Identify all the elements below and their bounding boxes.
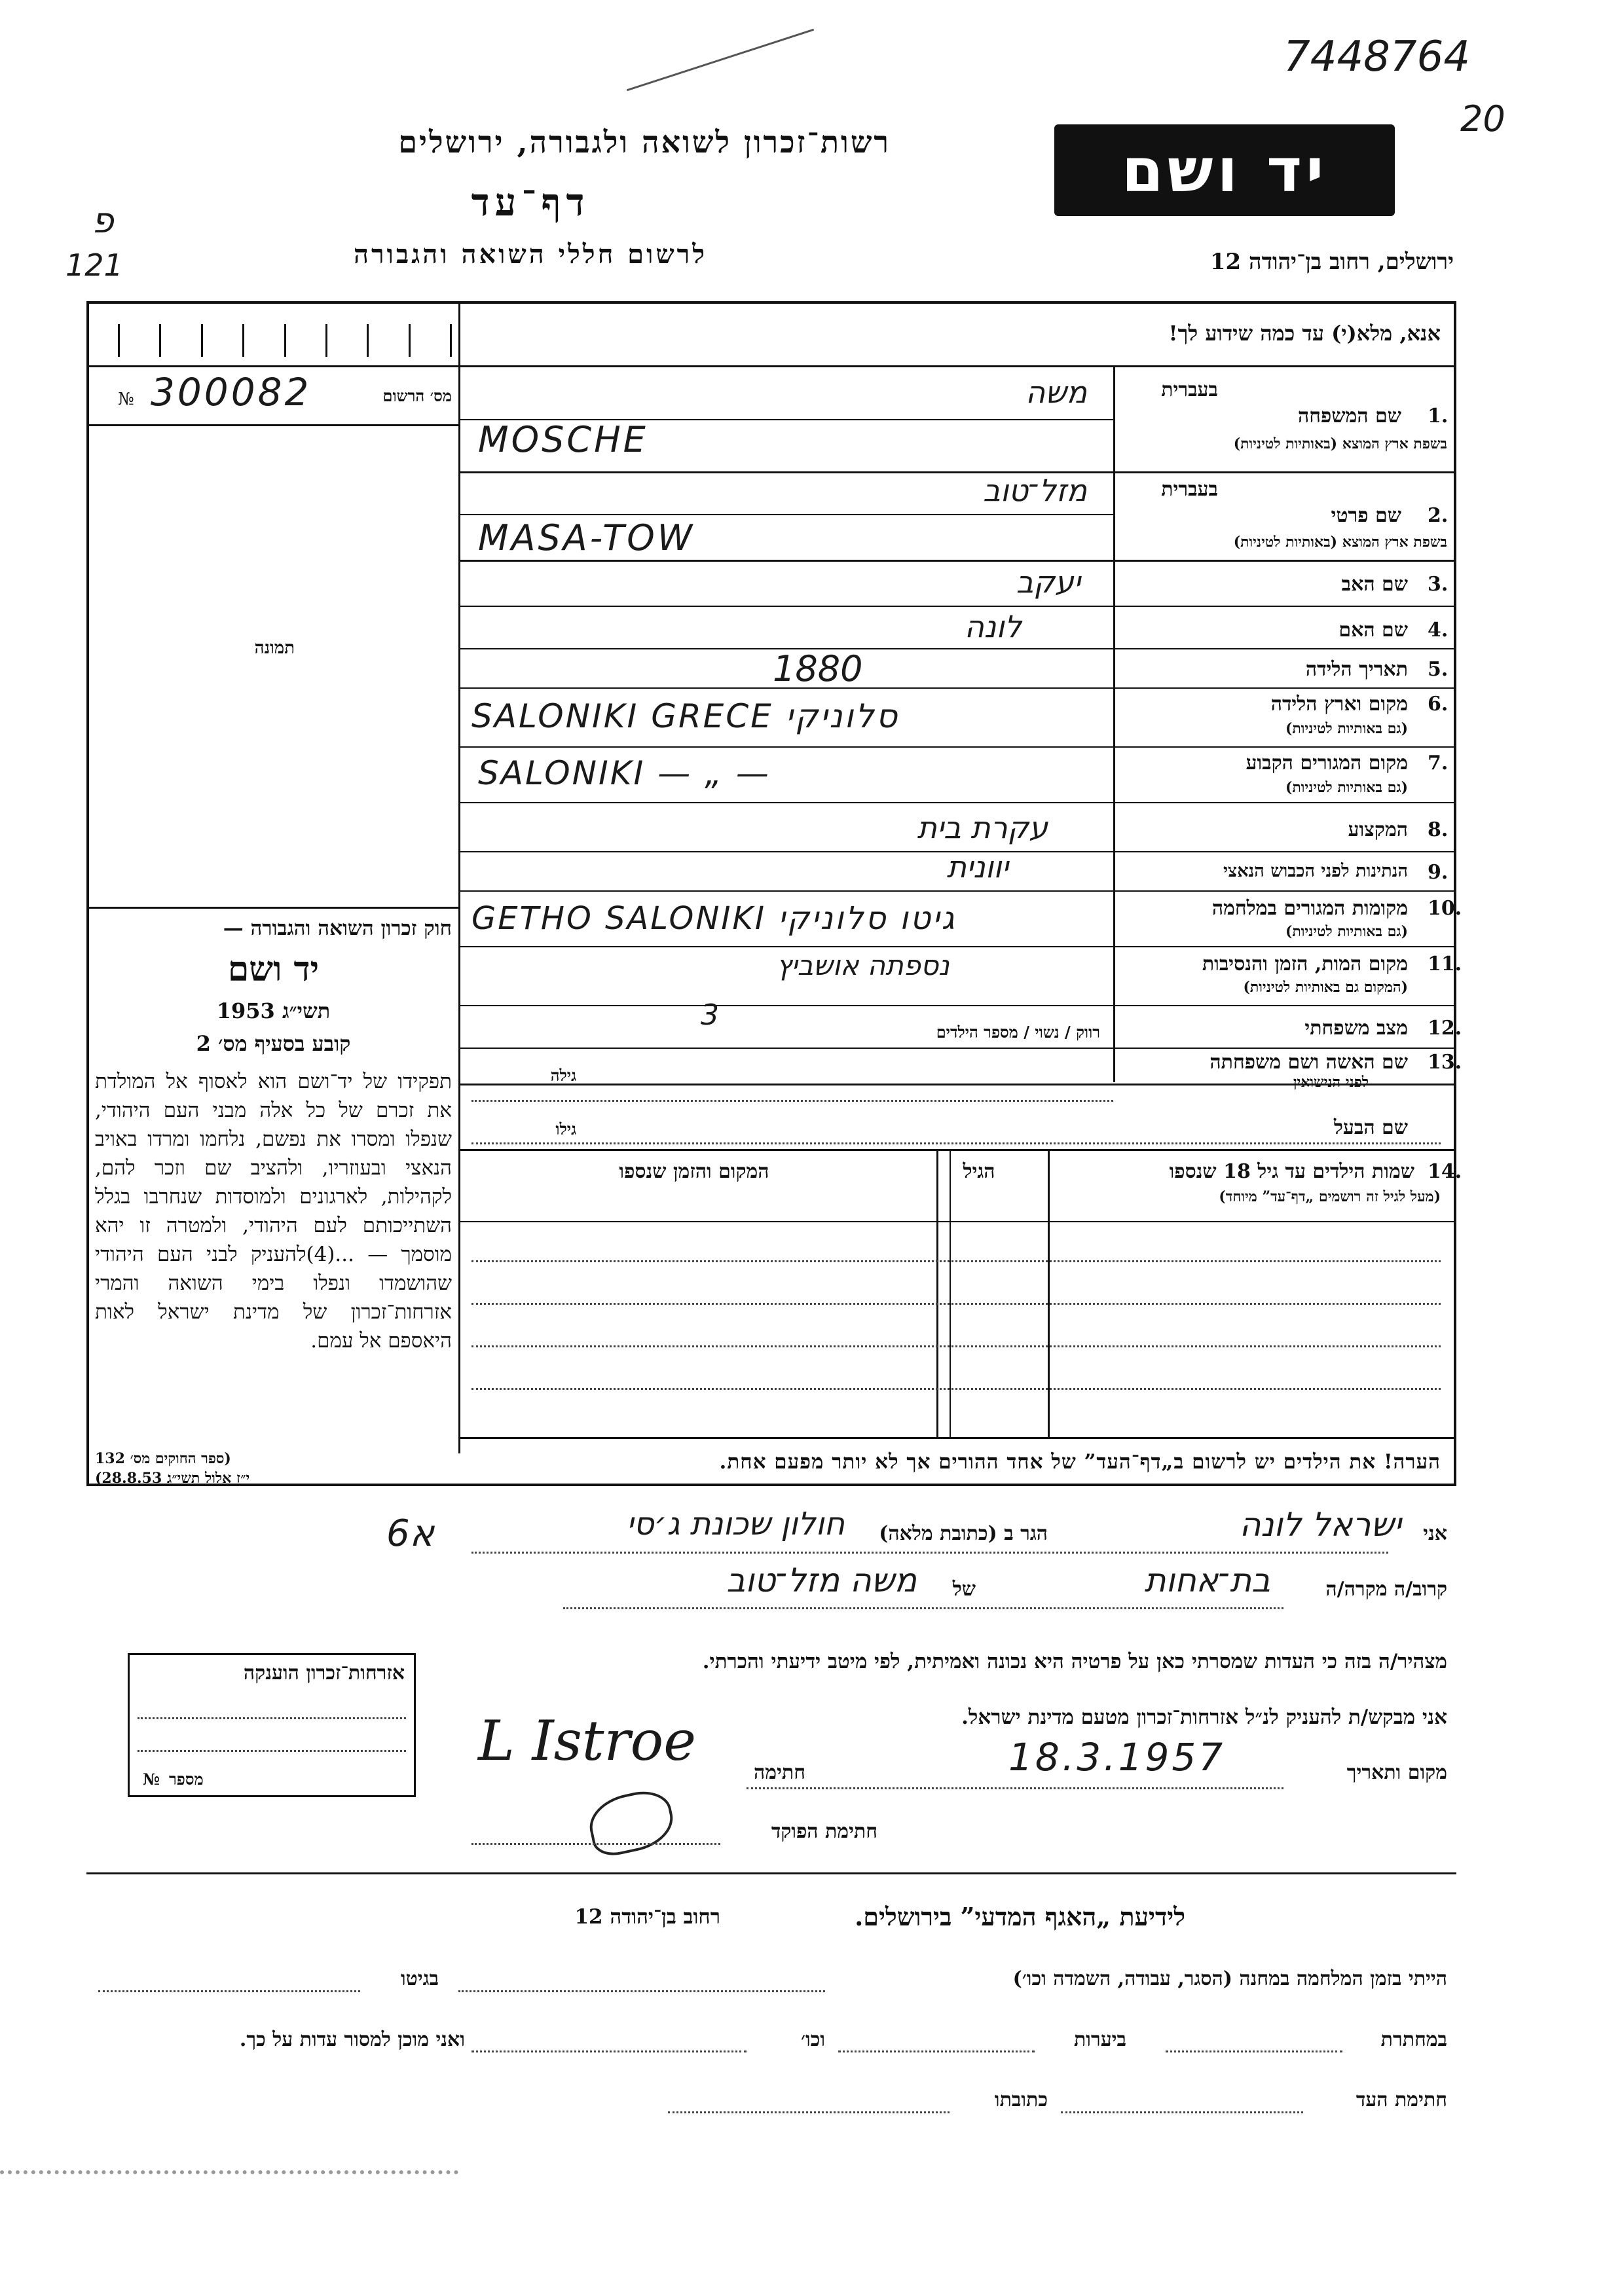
field-11-num: 11. (1428, 953, 1462, 975)
field-10-sub: (גם באותיות לטיניות) (1285, 923, 1408, 940)
declarant-relation[interactable]: בת־אחות (1144, 1561, 1270, 1599)
law-year: תשי״ג 1953 (216, 998, 331, 1023)
field-1-lang-latin: בשפת ארץ המוצא (באותיות לטיניות) (1233, 435, 1447, 452)
archive-number: 7448764 (1283, 33, 1471, 81)
registration-prefix: № (118, 390, 134, 409)
declaration-request: אני מבקש/ת להעניק לנ״ל אזרחות־זכרון מטעם מדינת ישראל. (961, 1705, 1447, 1729)
husband-age-label: גילו (555, 1120, 576, 1139)
field-4-value[interactable]: לונה (964, 609, 1022, 644)
field-7-num: 7. (1428, 752, 1449, 774)
field-12-label: מצב משפחתי (1304, 1017, 1408, 1040)
field-6-value[interactable]: SALONIKI GRECE סלוניקי (471, 697, 900, 735)
children-col-place: המקום והזמן שנספו (619, 1160, 769, 1183)
declaration-statement: מצהיר/ה בזה כי העדות שמסרתי כאן על פרטיה היא נכונה ואמיתית, לפי מיטב ידיעתי והכרתי. (702, 1650, 1447, 1673)
field-6-label: מקום וארץ הלידה (1270, 693, 1408, 716)
declaration-shel: של (952, 1578, 976, 1601)
field-12-num: 12. (1428, 1017, 1462, 1040)
signature-label: חתימה (754, 1761, 805, 1784)
declaration-margin-note: א6 (386, 1512, 435, 1555)
field-11-sub: (המקום גם באותיות לטיניות) (1243, 979, 1408, 996)
field-4-num: 4. (1428, 619, 1449, 642)
law-source-date: י״ז אלול תשי״ג 28.8.53) (95, 1470, 250, 1487)
declarant-name[interactable]: ישראל לונה (1239, 1506, 1401, 1544)
citizenship-box-title: אזרחות־זכרון הוענקה (243, 1662, 405, 1685)
footer-address: רחוב בן־יהודה 12 (574, 1905, 720, 1929)
field-9-value[interactable]: יוונית (946, 849, 1008, 884)
field-12-options: רווק / נשוי / מספר הילדים (936, 1023, 1100, 1042)
place-date-value[interactable]: 18.3.1957 (1008, 1735, 1226, 1779)
field-2-lang-hebrew: בעברית (1161, 478, 1218, 501)
field-7-value[interactable]: SALONIKI — „ — (478, 754, 771, 792)
field-3-label: שם האב (1341, 573, 1408, 596)
footer-underground-label: במחתרת (1380, 2028, 1447, 2051)
footer-witness-signature-label: חתימת העד (1356, 2088, 1447, 2111)
place-date-label: מקום ותאריך (1346, 1761, 1447, 1784)
field-7-sub: (גם באותיות לטיניות) (1285, 779, 1408, 796)
field-10-num: 10. (1428, 897, 1462, 920)
field-8-value[interactable]: עקרת בית (917, 810, 1048, 845)
margin-number: 121 (65, 247, 123, 283)
citizenship-number-prefix: № (143, 1770, 160, 1789)
field-6-num: 6. (1428, 693, 1449, 716)
field-11-value[interactable]: נספתה אושביץ (776, 949, 950, 981)
children-col-age: הגיל (963, 1160, 995, 1183)
declaration-victim-name[interactable]: משה מזל־טוב (726, 1561, 917, 1599)
field-1-lang-hebrew: בעברית (1161, 378, 1218, 401)
logo-text: יד ושם (1121, 135, 1328, 206)
field-4-label: שם האם (1338, 619, 1408, 642)
header-stroke (627, 29, 814, 92)
field-2-value-latin[interactable]: MASA-TOW (478, 517, 695, 558)
official-signature-mark (584, 1786, 678, 1860)
field-8-label: המקצוע (1348, 818, 1408, 841)
footer-testimony-text: ואני מוכן למסור עדות על כך. (239, 2028, 465, 2051)
archive-sub-number: 20 (1460, 98, 1505, 139)
field-13-sub: לפני הנישואין (1293, 1074, 1369, 1091)
margin-pe: פ (92, 200, 114, 241)
footer-ghetto-label: בגיטו (400, 1967, 439, 1990)
footer-etc-label: וכו׳ (801, 2028, 825, 2051)
field-7-label: מקום המגורים הקבוע (1246, 752, 1408, 774)
field-3-value[interactable]: יעקב (1016, 564, 1080, 600)
tick-marks (118, 324, 452, 357)
form-title: דף־עד (471, 180, 590, 225)
declarant-signature[interactable]: L Istroe (478, 1709, 696, 1773)
field-5-value[interactable]: 1880 (773, 648, 863, 689)
field-1-num: 1. (1428, 405, 1449, 428)
footer-line1-text: הייתי בזמן המלחמה במחנה (הסגר, עבודה, השמדה וכו׳) (1012, 1967, 1447, 1990)
field-5-label: תאריך הלידה (1305, 658, 1408, 681)
form-subtitle: לרשום חללי השואה והגבורה (353, 239, 708, 270)
field-10-value[interactable]: GETHO SALONIKI גיטו סלוניקי (471, 900, 957, 937)
field-13-label: שם האשה ושם משפחתה (1209, 1051, 1408, 1074)
children-col-names-sub: (מעל לגיל זה רושמים „דף־עד” מיוחד) (1219, 1188, 1441, 1205)
field-2-value-hebrew[interactable]: מזל־טוב (983, 473, 1087, 508)
organization-name: רשות־זכרון לשואה ולגבורה, ירושלים (398, 124, 891, 160)
declaration-lives-at: הגר ב (כתובת מלאה) (879, 1522, 1048, 1545)
field-1-label: שם המשפחה (1297, 405, 1401, 428)
law-source: (ספר החוקים מס׳ 132 (95, 1450, 231, 1467)
registration-number[interactable]: 300082 (151, 370, 312, 414)
field-1-value-hebrew[interactable]: משה (1025, 374, 1087, 410)
declaration-relative-label: קרוב/ה מקרה/ה (1325, 1578, 1447, 1601)
official-signature-label: חתימת הפוקד (771, 1820, 877, 1843)
law-name: יד ושם (227, 949, 320, 989)
footer-forests-label: ביערות (1073, 2028, 1126, 2051)
header-address: ירושלים, רחוב בן־יהודה 12 (1209, 249, 1454, 275)
field-11-label: מקום המות, הזמן והנסיבות (1202, 953, 1408, 975)
law-clause: קובע בסעיף מס׳ 2 (196, 1031, 351, 1056)
citizenship-box (128, 1653, 416, 1797)
law-title: חוק זכרון השואה והגבורה — (223, 917, 452, 940)
children-col-names: שמות הילדים עד גיל 18 שנספו (1169, 1160, 1414, 1183)
field-5-num: 5. (1428, 658, 1449, 681)
children-note: הערה! את הילדים יש לרשום ב„דף־העד” של אחד ההורים אך לא יותר מפעם אחת. (719, 1450, 1441, 1474)
field-9-label: הנתינות לפני הכבוש הנאצי (1223, 861, 1408, 881)
field-10-label: מקומות המגורים במלחמה (1211, 897, 1408, 920)
citizenship-number-label: מספר (169, 1770, 204, 1789)
declaration-ani: אני (1423, 1522, 1447, 1545)
intro-text: אנא, מלא(י) עד כמה שידוע לך! (1168, 321, 1441, 346)
footer-title: לידיעת „האגף המדעי” בירושלים. (855, 1902, 1185, 1931)
field-2-num: 2. (1428, 504, 1449, 527)
field-3-num: 3. (1428, 573, 1449, 596)
photo-label: תמונה (254, 638, 295, 658)
husband-name-label: שם הבעל (1333, 1116, 1408, 1139)
law-text: תפקידו של יד־ושם הוא לאסוף אל המולדת את זכרם של כל אלה מבני העם היהודי, שנפלו ומסרו את נפשם, נלחמו ומרדו באויב הנאצי ובעוזריו, ולהציב שם וזכר להם, לקהילות, לארגונים ולמוסדות שנחרבו בגלל השתייכותם לעם היהודי, ולמטרה זו יהא מוסמך — ...(4)להעניק לבני העם היהודי שהושמדו ונפלו בימי השואה והמרי אזרחות־זכרון של מדינת ישראל לאות היאספם אל עמם. (95, 1070, 452, 1353)
children-table-num: 14. (1428, 1160, 1462, 1183)
field-13-num: 13. (1428, 1051, 1462, 1074)
field-9-num: 9. (1428, 861, 1449, 884)
field-6-sub: (גם באותיות לטיניות) (1285, 720, 1408, 737)
field-12-children-count[interactable]: 3 (701, 998, 719, 1032)
field-2-label: שם פרטי (1331, 504, 1401, 527)
wife-age-label: גילה (550, 1066, 576, 1085)
footer-address-label: כתובתו (994, 2088, 1048, 2111)
field-1-value-latin[interactable]: MOSCHE (478, 419, 648, 460)
field-8-num: 8. (1428, 818, 1449, 841)
declarant-address[interactable]: חולון שכונת ג׳סי (626, 1506, 845, 1542)
registration-label: מס׳ הרשום (382, 386, 452, 405)
yad-vashem-logo (1054, 124, 1395, 216)
field-2-lang-latin: בשפת ארץ המוצא (באותיות לטיניות) (1233, 534, 1447, 551)
